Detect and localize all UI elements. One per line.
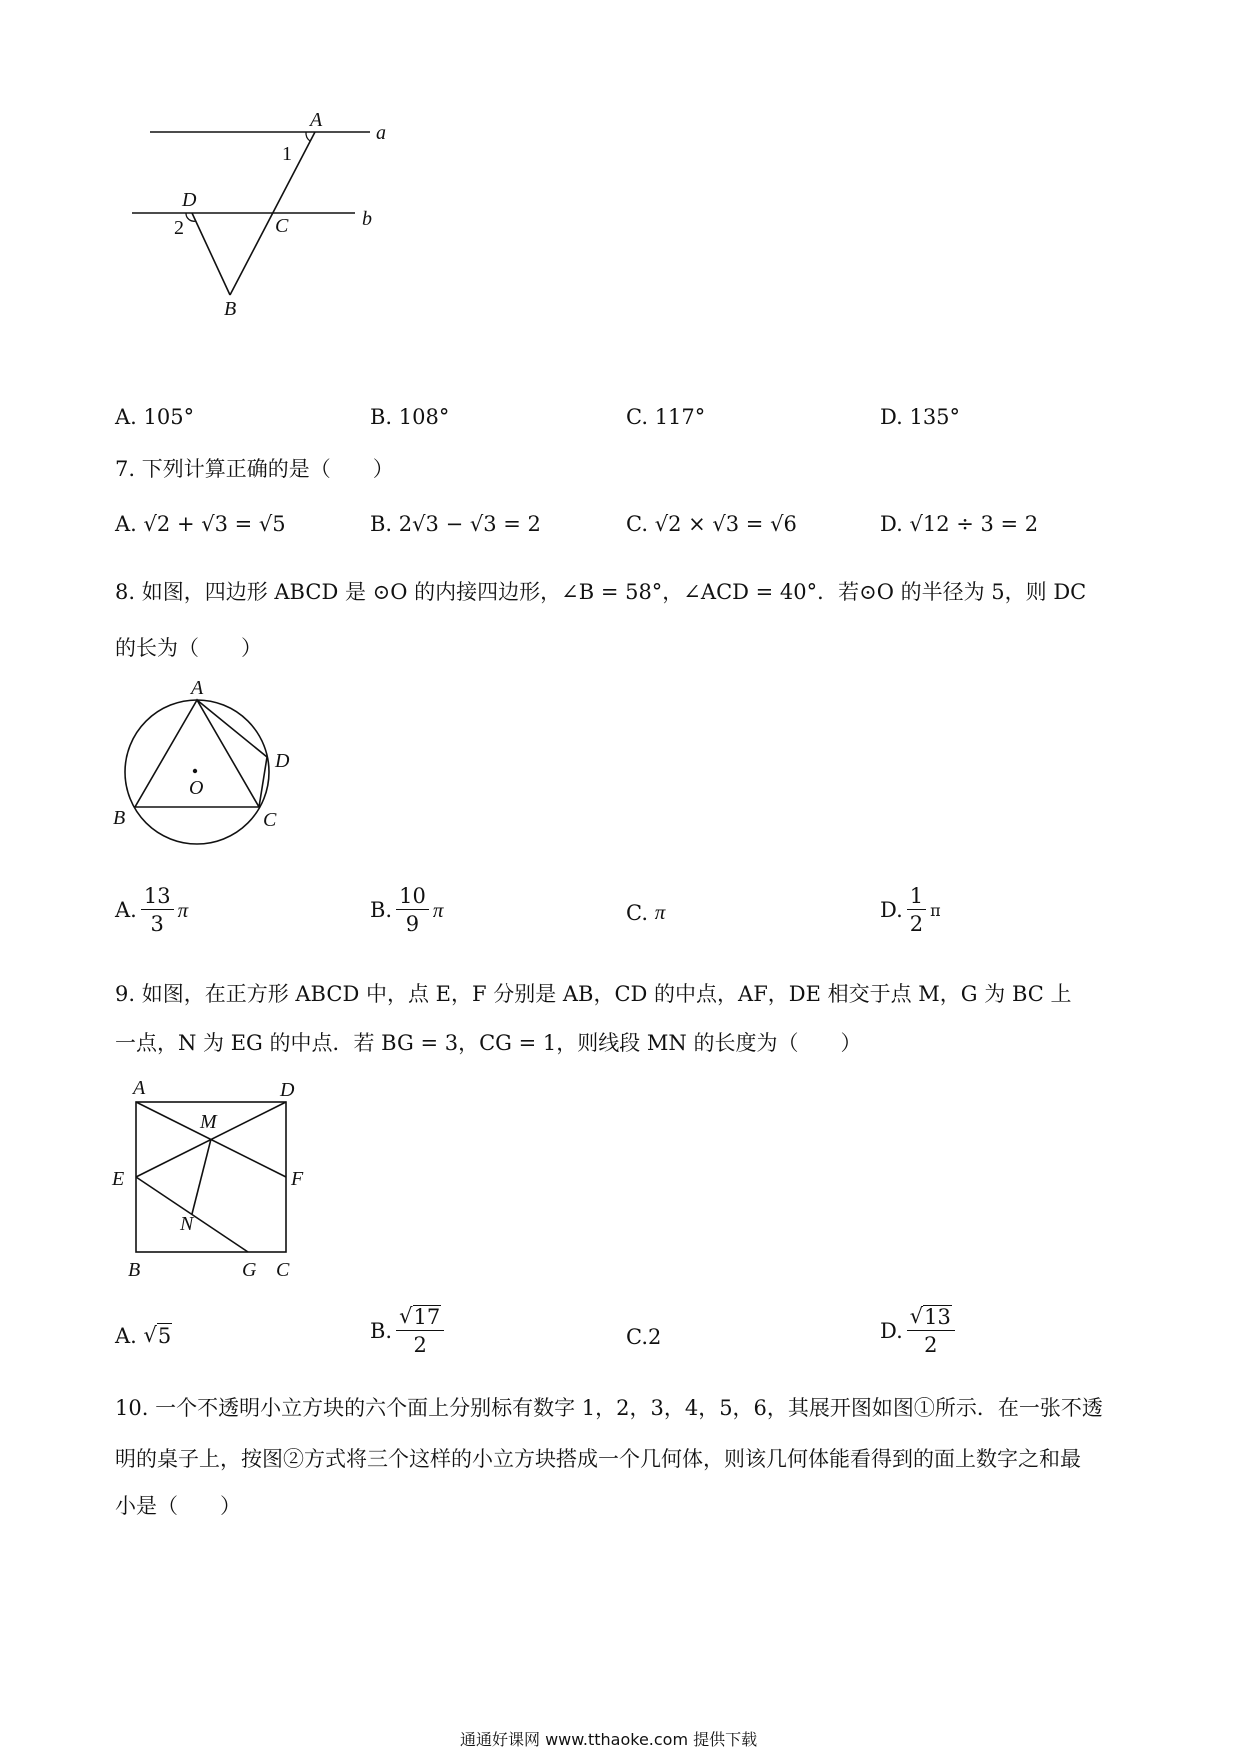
q6-label-B: B — [224, 298, 237, 320]
page-footer: 通通好课网 www.tthaoke.com 提供下载 — [460, 1730, 758, 1749]
option-fraction — [396, 885, 429, 935]
q9-option-d[interactable] — [880, 1305, 959, 1356]
option-letter: D. — [880, 512, 903, 536]
option-letter: D. — [880, 1318, 903, 1343]
option-expr: √2 + √3 = √5 — [143, 512, 286, 536]
option-letter: A. — [115, 405, 137, 429]
option-letter: A. — [115, 898, 137, 923]
q9-label-C: C — [276, 1259, 290, 1281]
q8-label-B: B — [113, 807, 126, 829]
q6-label-2: 2 — [174, 217, 184, 239]
q7-stem: 7. 下列计算正确的是（ ） — [115, 457, 394, 481]
option-expr: √2 × √3 = √6 — [654, 512, 797, 536]
option-value: 105° — [143, 405, 195, 429]
q6-label-D: D — [182, 189, 197, 211]
denominator: 2 — [909, 912, 924, 937]
option-value: 108° — [398, 405, 450, 429]
q8-option-c[interactable] — [626, 900, 665, 925]
q9-label-G: G — [242, 1259, 257, 1281]
numerator: 13 — [141, 885, 174, 910]
q9-stem-line1: 9. 如图，在正方形 ABCD 中，点 E，F 分别是 AB，CD 的中点，AF，DE 相交于点 M，G 为 BC 上 — [115, 982, 1072, 1006]
q9-label-N: N — [180, 1213, 194, 1235]
option-value: 2 — [648, 1325, 662, 1349]
q7-option-d[interactable] — [880, 512, 1038, 536]
option-letter: A. — [115, 512, 137, 536]
option-expr: √12 ÷ 3 = 2 — [909, 512, 1039, 536]
option-letter: B. — [370, 1318, 393, 1343]
denominator: 2 — [924, 1333, 938, 1358]
q6-figure — [120, 110, 440, 360]
option-letter: C. — [626, 900, 648, 925]
q7-option-a[interactable] — [115, 512, 286, 536]
q9-label-D: D — [280, 1079, 295, 1101]
q7-option-b[interactable] — [370, 512, 541, 536]
q6-label-1: 1 — [282, 143, 292, 165]
option-letter: D. — [880, 898, 903, 923]
q10-line2: 明的桌子上，按图②方式将三个这样的小立方块搭成一个几何体，则该几何体能看得到的面上数字之和最 — [115, 1447, 1081, 1471]
q8-option-d[interactable] — [880, 885, 941, 935]
option-tail: π — [432, 897, 444, 922]
q8-figure — [105, 680, 305, 865]
denominator: 9 — [405, 912, 420, 937]
q8-label-C: C — [263, 809, 277, 831]
q6-label-C: C — [275, 215, 289, 237]
q8-option-b[interactable] — [370, 885, 443, 935]
option-fraction — [907, 885, 926, 935]
q9-label-B: B — [128, 1259, 141, 1281]
q9-stem-line2: 一点，N 为 EG 的中点．若 BG = 3，CG = 1，则线段 MN 的长度为（ ） — [115, 1031, 862, 1055]
option-value: 117° — [654, 405, 706, 429]
q6-option-b[interactable] — [370, 405, 449, 429]
q6-option-a[interactable] — [115, 405, 194, 429]
q9-label-M: M — [200, 1111, 217, 1133]
q9-label-E: E — [112, 1168, 125, 1190]
option-expr: 2√3 − √3 = 2 — [398, 512, 541, 536]
radicand: 17 — [413, 1305, 441, 1329]
q8-option-a[interactable] — [115, 885, 188, 935]
option-letter: B. — [370, 512, 393, 536]
radicand: 5 — [157, 1324, 172, 1348]
q9-option-c[interactable] — [626, 1325, 661, 1349]
option-letter: C. — [626, 512, 648, 536]
option-fraction — [396, 1305, 444, 1356]
q8-label-A: A — [191, 680, 204, 699]
option-letter: D. — [880, 405, 903, 429]
option-letter: C. — [626, 1325, 648, 1349]
numerator: 1 — [907, 885, 926, 910]
option-fraction — [141, 885, 174, 935]
q8-stem-line1: 8. 如图，四边形 ABCD 是 ⊙O 的内接四边形，∠B = 58°，∠ACD = 40°．若⊙O 的半径为 5，则 DC — [115, 580, 1087, 604]
option-tail: π — [654, 900, 666, 924]
q10-line3: 小是（ ） — [115, 1494, 241, 1518]
q10-line1: 10. 一个不透明小立方块的六个面上分别标有数字 1，2，3，4，5，6，其展开图如图①所示．在一张不透 — [115, 1396, 1103, 1420]
q6-option-c[interactable] — [626, 405, 705, 429]
q6-label-b: b — [362, 208, 372, 230]
q9-label-A: A — [133, 1077, 146, 1099]
q9-option-a[interactable] — [115, 1323, 172, 1348]
numerator: √ 13 — [907, 1305, 955, 1331]
numerator: √ 17 — [396, 1305, 444, 1331]
option-letter: B. — [370, 898, 393, 923]
sqrt-expr: √ 5 — [143, 1323, 172, 1348]
q9-option-b[interactable] — [370, 1305, 448, 1356]
q9-figure — [108, 1072, 323, 1282]
option-letter: B. — [370, 405, 393, 429]
option-tail: π — [177, 897, 189, 922]
q7-option-c[interactable] — [626, 512, 797, 536]
q8-label-O: O — [189, 777, 204, 799]
option-value: 135° — [909, 405, 961, 429]
q9-label-F: F — [291, 1168, 304, 1190]
denominator: 3 — [150, 912, 164, 937]
q6-label-a: a — [376, 122, 386, 144]
option-letter: C. — [626, 405, 648, 429]
numerator: 10 — [396, 885, 429, 910]
option-fraction — [907, 1305, 955, 1356]
radicand: 13 — [924, 1305, 951, 1329]
q8-label-D: D — [275, 750, 290, 772]
option-tail: π — [930, 900, 941, 920]
q8-stem-line2: 的长为（ ） — [115, 636, 262, 660]
denominator: 2 — [413, 1333, 427, 1358]
q6-label-A: A — [310, 110, 323, 131]
q6-option-d[interactable] — [880, 405, 960, 429]
option-letter: A. — [115, 1323, 137, 1348]
